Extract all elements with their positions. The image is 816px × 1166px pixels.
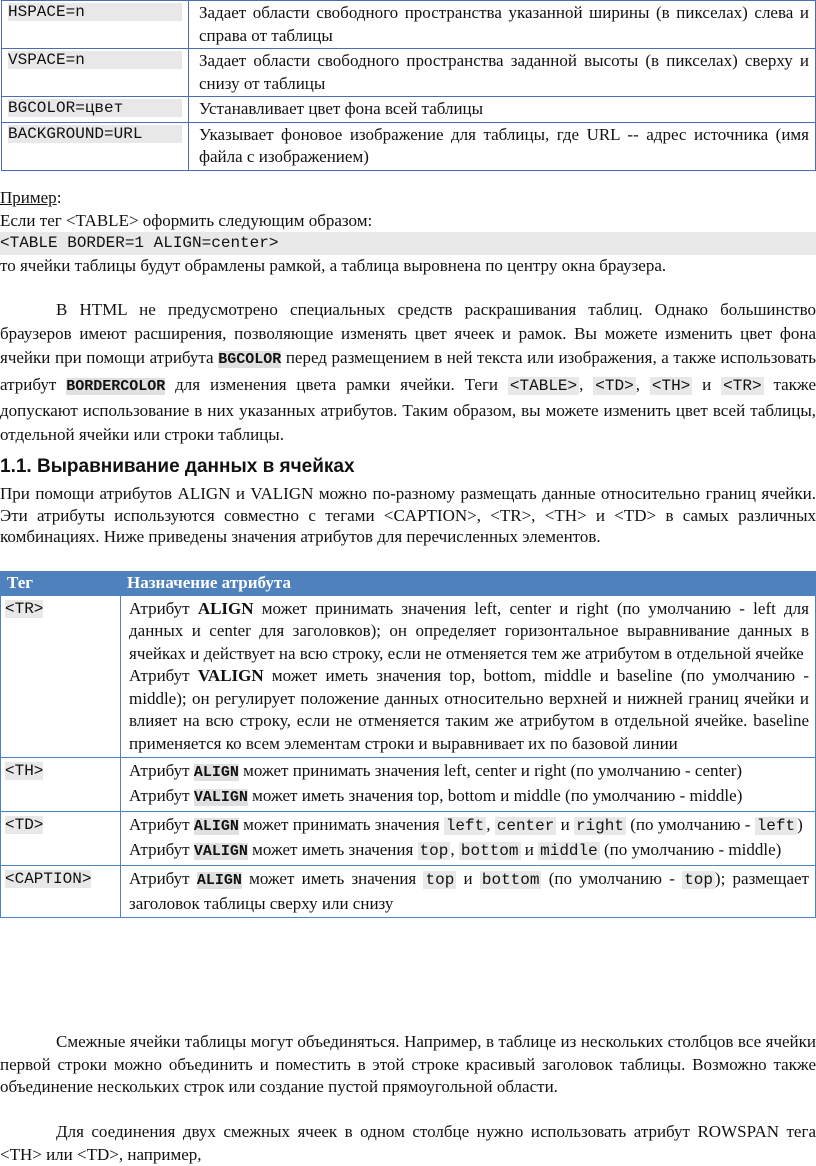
- table-header-row: [1, 572, 816, 596]
- attr-key: BACKGROUND=URL: [8, 125, 182, 143]
- example-line1: Если тег <TABLE> оформить следующим образом:: [0, 210, 373, 230]
- header-tag: Тег: [1, 572, 121, 596]
- section-intro: При помощи атрибутов ALIGN и VALIGN можно по-разному размещать данные относительно границ ячейки. Эти атрибуты используются совместно с тегами <CAPTION>, <TR>, <TH> и <TD> в самых различных комбинациях. Ниже приведены значения атрибутов для перечисленных элементов.: [0, 484, 816, 546]
- attr-key: HSPACE=n: [8, 3, 182, 21]
- table-row: <TH> Атрибут ALIGN может принимать значения left, center и right (по умолчанию - center) Атрибут VALIGN может иметь значения top, bottom и middle (по умолчанию - middle): [1, 758, 816, 812]
- attr-key: VSPACE=n: [8, 51, 182, 69]
- attr-desc: Устанавливает цвет фона всей таблицы: [189, 97, 816, 123]
- section-heading: 1.1. Выравнивание данных в ячейках: [0, 456, 355, 477]
- paragraph-colors: В HTML не предусмотрено специальных средств раскрашивания таблиц. Однако большинство браузеров имеют расширения, позволяющие изменять цвет ячеек и рамок. Вы можете изменить цвет фона ячейки при помощи атрибута BGCOLOR перед размещением в ней текста или изображения, а также использовать атрибут BORDERCOLOR для изменения цвета рамки ячейки. Теги <TABLE> , <TD> , <TH> и <TR> также допускают использование в них указанных атрибутов. Таким образом, вы можете изменить цвет всей таблицы, отдельной ячейки или строки таблицы.: [0, 300, 816, 445]
- attr-key: BGCOLOR=цвет: [8, 99, 182, 117]
- table-row: <CAPTION> Атрибут ALIGN может иметь значения top и bottom (по умолчанию - top ); размещает заголовок таблицы сверху или снизу: [1, 866, 816, 918]
- example-label: Пример: [0, 188, 57, 207]
- attr-desc: Задает области свободного пространства указанной ширины (в пикселах) слева и справа от таблицы: [189, 1, 816, 49]
- alignment-table: [0, 571, 816, 918]
- table-row: [2, 1, 816, 49]
- table-row: [2, 122, 816, 170]
- paragraph-merge: Смежные ячейки таблицы могут объединяться. Например, в таблице из нескольких столбцов все ячейки первой строки можно объединить и поместить в этой строке красивый заголовок таблицы. Возможно также объединение нескольких строк или создание пустой прямоугольной области.: [0, 1032, 816, 1096]
- attr-desc: Задает области свободного пространства заданной высоты (в пикселах) сверху и снизу от таблицы: [189, 49, 816, 97]
- table-row: [2, 49, 816, 97]
- example-block: Пример: Если тег <TABLE> оформить следующим образом: <TABLE BORDER=1 ALIGN=center> то ячейки таблицы будут обрамлены рамкой, а таблица выровнена по центру окна браузера.: [0, 187, 816, 277]
- tag-name: <CAPTION>: [5, 870, 92, 888]
- attr-desc: Указывает фоновое изображение для таблицы, где URL -- адрес источника (имя файла с изображением): [189, 122, 816, 170]
- attributes-table: [1, 0, 816, 171]
- paragraph-rowspan: Для соединения двух смежных ячеек в одном столбце нужно использовать атрибут ROWSPAN тега <TH> или <TD>, например,: [0, 1122, 816, 1164]
- example-code: <TABLE BORDER=1 ALIGN=center>: [0, 232, 816, 255]
- table-row: <TD> Атрибут ALIGN может принимать значения left , center и right (по умолчанию - left ) Атрибут VALIGN может иметь значения top , bottom и middle (по умолчанию - middle): [1, 812, 816, 866]
- table-row: [2, 97, 816, 123]
- tag-name: <TR>: [5, 599, 44, 618]
- header-purpose: Назначение атрибута: [121, 572, 816, 596]
- table-row: <TR> Атрибут ALIGN может принимать значения left, center и right (по умолчанию - left для данных и center для заголовков); он определяет горизонтальное выравнивание данных в ячейках и действует на всю строку, если не отменяется тем же атрибутом в отдельной ячейке Атрибут VALIGN может иметь значения top, bottom, middle и baseline (по умолчанию - middle); он регулирует положение данных относительно верхней и нижней границ ячейки и влияет на всю строку, если не отменяется таким же атрибутом в отдельной ячейке. baseline применяется ко всем элементам строки и выравнивает их по базовой линии: [1, 595, 816, 758]
- tag-name: <TD>: [5, 816, 44, 834]
- tag-name: <TH>: [5, 762, 44, 780]
- example-line2: то ячейки таблицы будут обрамлены рамкой, а таблица выровнена по центру окна браузера.: [0, 255, 667, 275]
